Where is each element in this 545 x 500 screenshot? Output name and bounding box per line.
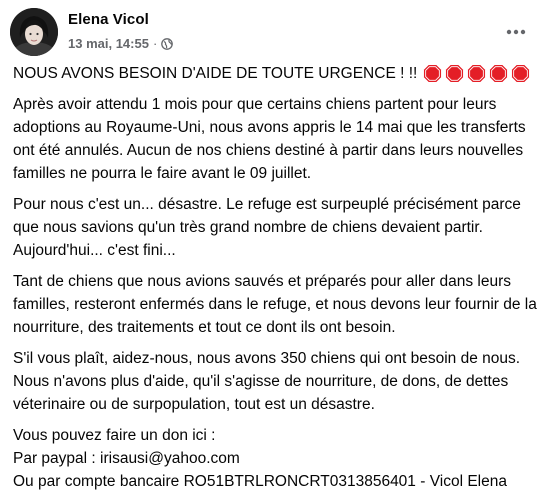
post-paragraph: Après avoir attendu 1 mois pour que certains chiens partent pour leurs adoptions au Royaume-Uni, nous avons appris le 14 mai que les transferts ont été annulés. Aucun de nos chiens destiné à partir dans leurs nouvelles familles ne pourra le faire avant le 09 juillet.	[13, 96, 526, 182]
post-headline-row	[13, 62, 541, 85]
avatar[interactable]	[10, 8, 58, 56]
globe-icon[interactable]	[161, 38, 173, 50]
stop-sign-icon	[467, 64, 486, 83]
post-headline: NOUS AVONS BESOIN D'AIDE DE TOUTE URGENCE ! !!	[13, 65, 418, 82]
donation-paypal: Par paypal : irisausi@yahoo.com	[13, 450, 240, 467]
post-paragraph: Tant de chiens que nous avions sauvés et préparés pour aller dans leurs familles, resteront enfermés dans le refuge, et nous devons leur fournir de la nourriture, des traitements et tout ce dont ils ont besoin.	[13, 273, 537, 336]
post-meta	[68, 36, 173, 51]
stop-sign-icon	[511, 64, 530, 83]
author-name[interactable]: Elena Vicol	[68, 11, 149, 28]
donation-intro: Vous pouvez faire un don ici :	[13, 427, 216, 444]
post-timestamp[interactable]: 13 mai, 14:55	[68, 36, 149, 51]
meta-separator: ·	[152, 36, 158, 51]
post-paragraph: S'il vous plaît, aidez-nous, nous avons 350 chiens qui ont besoin de nous. Nous n'avons plus d'aide, qu'il s'agisse de nourriture, de dons, de dettes véterinaire ou de surpopulation, tout est un désastre.	[13, 350, 521, 413]
post-paragraph: Pour nous c'est un... désastre. Le refuge est surpeuplé précisément parce que nous savions qu'un très grand nombre de chiens devaient partir. Aujourd'hui... c'est fini...	[13, 196, 521, 259]
stop-sign-icon	[489, 64, 508, 83]
more-horizontal-icon	[506, 29, 526, 35]
stop-sign-emojis	[423, 64, 530, 83]
more-options-button[interactable]	[501, 22, 531, 42]
post-header	[10, 8, 535, 58]
stop-sign-icon	[445, 64, 464, 83]
avatar-photo	[10, 8, 58, 56]
donation-block	[13, 424, 541, 493]
donation-bank: Ou par compte bancaire RO51BTRLRONCRT0313856401 - Vicol Elena	[13, 473, 507, 490]
stop-sign-icon	[423, 64, 442, 83]
post-body	[13, 62, 541, 500]
